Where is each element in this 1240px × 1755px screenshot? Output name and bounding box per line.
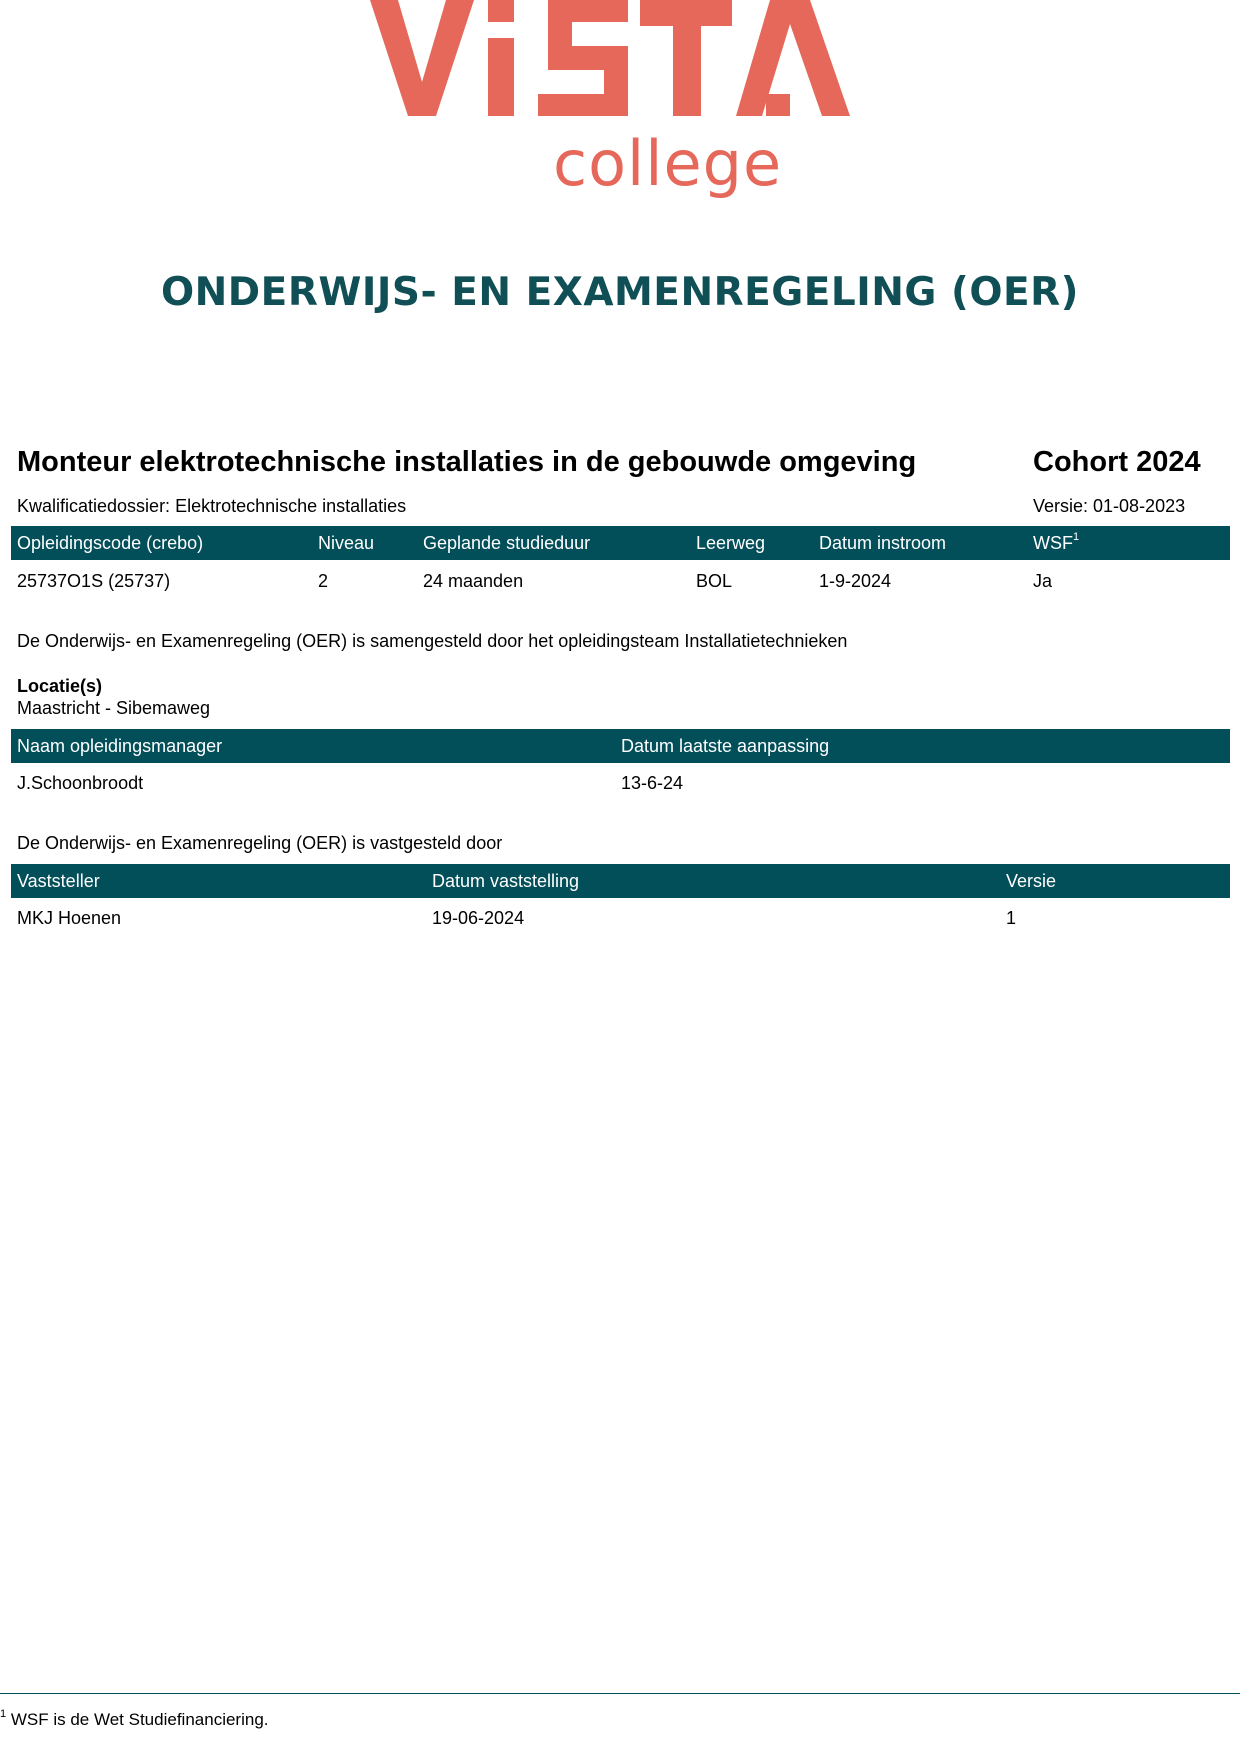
locations-value: Maastricht - Sibemaweg	[17, 698, 211, 718]
footnote-number: 1	[0, 1708, 7, 1720]
document-main-title: ONDERWIJS- EN EXAMENREGELING (OER)	[161, 270, 1079, 315]
composed-by-text: De Onderwijs- en Examenregeling (OER) is samengesteld door het opleidingsteam Installatietechnieken	[17, 631, 848, 651]
cohort-label: Cohort 2024	[1033, 446, 1201, 478]
cell-datum-instroom: 1-9-2024	[819, 571, 892, 591]
established-by-text: De Onderwijs- en Examenregeling (OER) is vastgesteld door	[17, 833, 503, 853]
cell-niveau: 2	[318, 571, 329, 591]
cell-manager-name: J.Schoonbroodt	[17, 773, 144, 793]
cell-vaststeller: MKJ Hoenen	[17, 908, 122, 928]
document-version: Versie: 01-08-2023	[1033, 496, 1186, 516]
footnote-mark: 1	[1073, 531, 1080, 543]
program-table-header	[11, 526, 1230, 560]
course-title: Monteur elektrotechnische installaties in de gebouwde omgeving	[17, 446, 917, 478]
col-header-datum-vaststelling: Datum vaststelling	[432, 871, 580, 891]
establish-table-header	[11, 864, 1230, 898]
col-header-crebo: Opleidingscode (crebo)	[17, 533, 204, 553]
cell-datum-vaststelling: 19-06-2024	[432, 908, 525, 928]
locations-label: Locatie(s)	[17, 676, 103, 696]
manager-table-header	[11, 729, 1230, 763]
cell-leerweg: BOL	[696, 571, 733, 591]
col-header-datum-instroom: Datum instroom	[819, 533, 947, 553]
cell-crebo: 25737O1S (25737)	[17, 571, 171, 591]
svg-text:college: college	[553, 127, 783, 200]
col-header-vaststeller: Vaststeller	[17, 871, 100, 891]
footnote	[0, 1710, 269, 1730]
vista-logo-graphic	[370, 0, 880, 215]
col-header-studieduur: Geplande studieduur	[423, 533, 591, 553]
footnote-text: WSF is de Wet Studiefinanciering.	[10, 1710, 269, 1729]
col-header-versie: Versie	[1006, 871, 1057, 891]
col-header-manager: Naam opleidingsmanager	[17, 736, 223, 756]
col-header-niveau: Niveau	[318, 533, 375, 553]
cell-versie: 1	[1006, 908, 1017, 928]
cell-studieduur: 24 maanden	[423, 571, 524, 591]
wsf-label: WSF	[1033, 533, 1073, 553]
col-header-last-change: Datum laatste aanpassing	[621, 736, 830, 756]
col-header-wsf	[1033, 533, 1079, 554]
cell-wsf: Ja	[1033, 571, 1053, 591]
qualification-dossier: Kwalificatiedossier: Elektrotechnische installaties	[17, 496, 407, 516]
vista-college-logo	[370, 0, 880, 215]
col-header-leerweg: Leerweg	[696, 533, 766, 553]
cell-last-change: 13-6-24	[621, 773, 684, 793]
footnote-separator	[0, 1693, 1240, 1694]
